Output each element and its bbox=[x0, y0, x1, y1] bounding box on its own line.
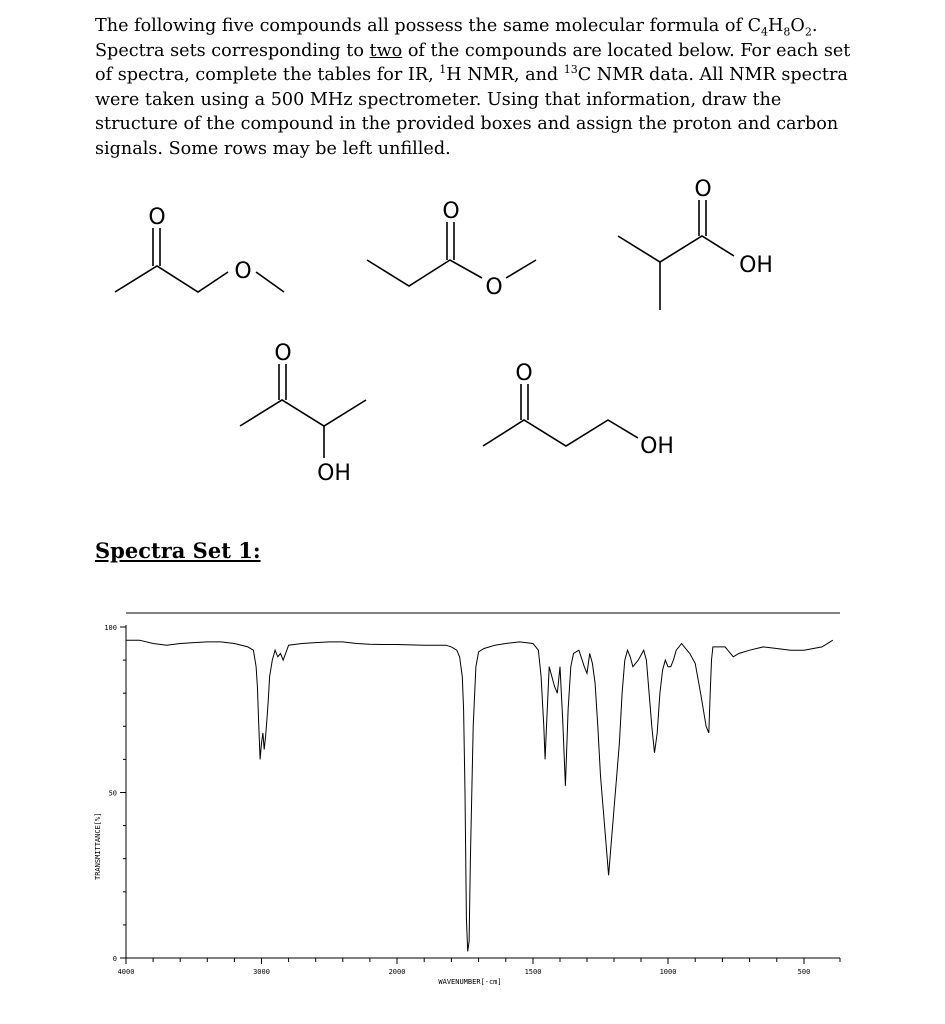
oxygen-label: O bbox=[274, 341, 292, 366]
hydroxyl-label: OH bbox=[317, 461, 351, 486]
ir-spectrum-line bbox=[126, 640, 833, 951]
x-axis-label: WAVENUMBER[-cm] bbox=[438, 978, 502, 986]
oxygen-label: O bbox=[694, 177, 712, 202]
y-tick-label: 0 bbox=[112, 955, 117, 963]
y-tick-label: 50 bbox=[108, 789, 117, 798]
oxygen-label: O bbox=[485, 275, 503, 300]
x-tick-label: 3000 bbox=[253, 968, 270, 976]
y-tick-label: 100 bbox=[104, 624, 117, 632]
hydroxyl-label: OH bbox=[739, 253, 773, 278]
oxygen-label: O bbox=[148, 205, 166, 230]
x-tick-label: 2000 bbox=[388, 968, 406, 976]
oxygen-label: O bbox=[515, 361, 533, 386]
oxygen-label: O bbox=[234, 259, 252, 284]
section-heading: Spectra Set 1: bbox=[95, 538, 261, 563]
x-tick-label: 500 bbox=[797, 968, 811, 976]
hydroxyl-label: OH bbox=[640, 434, 674, 459]
x-tick-label: 1500 bbox=[524, 968, 542, 976]
x-tick-label: 1000 bbox=[659, 968, 677, 976]
instructions-paragraph: The following five compounds all possess the same molecular formula of $C_4H_8O_2$. Spectra sets corresponding to two of the compounds are located below. For each set of spectra, complete the tables for IR, $^1$H NMR, and $^{13}$C NMR data. All NMR spectra were taken using a 500 MHz spectrometer. Using that information, draw the structure of the compound in the provided boxes and assign the proton and carbon signals. Some rows may be left unfilled. bbox=[95, 16, 851, 159]
x-tick-label: 4000 bbox=[117, 968, 135, 976]
y-axis-label: TRANSMITTANCE[%] bbox=[94, 812, 102, 880]
oxygen-label: O bbox=[442, 199, 460, 224]
